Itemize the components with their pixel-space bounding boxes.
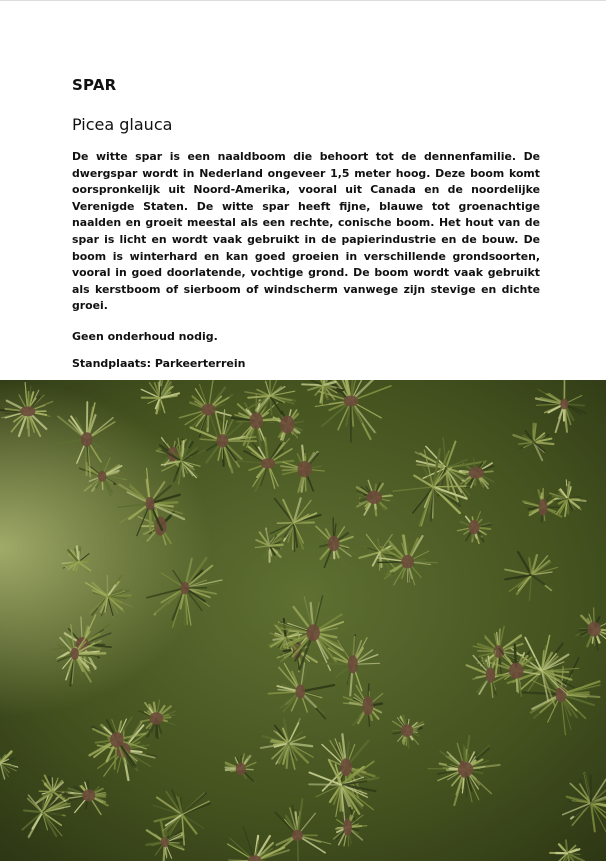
page-top-rule	[0, 0, 606, 1]
spruce-photo	[0, 380, 606, 861]
text-block	[72, 76, 540, 372]
latin-name: Picea glauca	[72, 115, 173, 134]
spruce-needles-image	[0, 380, 606, 861]
location-note: Standplaats: Parkeerterrein	[72, 356, 246, 370]
page-title: SPAR	[72, 76, 117, 94]
maintenance-note: Geen onderhoud nodig.	[72, 329, 218, 343]
description-paragraph: De witte spar is een naaldboom die behoort tot de dennenfamilie. De dwergspar wordt in Nederland ongeveer 1,5 meter hoog. Deze boom komt oorspronkelijk uit Noord-Amerika, vooral uit Canada en de noordelijke Verenigde Staten. De witte spar heeft fijne, blauwe tot groenachtige naalden en groeit meestal als een rechte, conische boom. Het hout van de spar is licht en wordt vaak gebruikt in de papierindustrie en de bouw. De boom is winterhard en kan goed groeien in verschillende grondsoorten, vooral in goed doorlatende, vochtige grond. De boom wordt vaak gebruikt als kerstboom of sierboom of windscherm vanwege zijn stevige en dichte groei.	[72, 150, 540, 313]
